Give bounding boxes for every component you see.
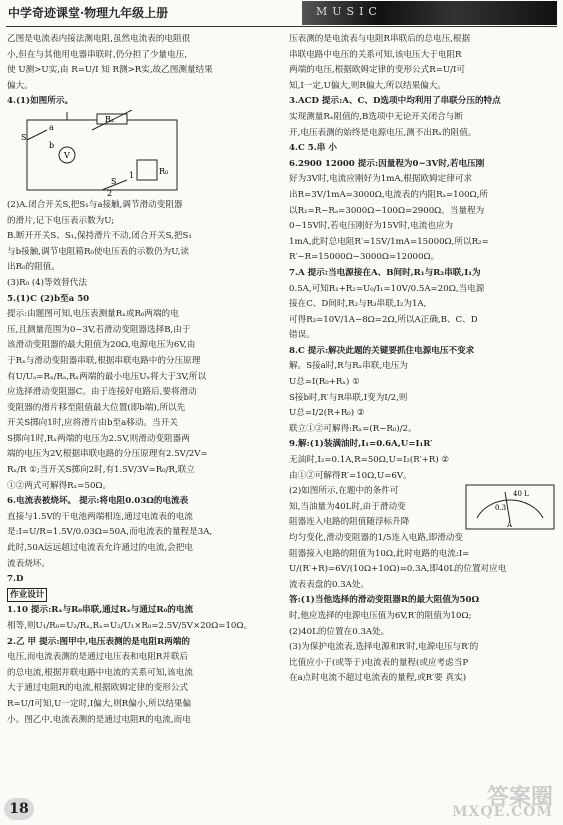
text-line: 的总电流,根据并联电路中电流的关系可知,该电流 bbox=[7, 667, 193, 678]
gauge-scale-mid: 0.3 bbox=[495, 504, 507, 513]
circuit-label-b: b bbox=[49, 140, 55, 150]
text-line: 1mA,此时总电阻R′=15V/1mA=15000Ω,所以R₂= bbox=[289, 236, 489, 247]
text-line: 提示:由题图可知,电压表测量Rₓ或R₀两端的电 bbox=[7, 309, 179, 320]
text-line: 4.(1)如图所示。 bbox=[7, 96, 74, 107]
text-line: 开关S掷向1时,应将滑片由b至a移动。当开关 bbox=[7, 418, 178, 429]
text-line: 直接与1.5V的干电池两端相连,通过电流表的电流 bbox=[7, 511, 193, 522]
text-line: S掷向1时,Rₓ两端的电压为2.5V,则滑动变阻器两 bbox=[7, 433, 190, 444]
text-line: 流表烧坏。 bbox=[7, 558, 50, 569]
circuit-diagram bbox=[7, 110, 207, 198]
text-line: 大于通过电阻R的电流,根据欧姆定律的变形公式 bbox=[7, 683, 189, 694]
watermark-text: 答案圈 bbox=[486, 784, 553, 810]
text-line: 压,且测量范围为0~3V,若滑动变阻器选择B,由于 bbox=[7, 324, 191, 335]
circuit-label-r0: R₀ bbox=[159, 166, 169, 176]
text-line: 变阻器的滑片移至阻值最大位置(即b端),所以先 bbox=[7, 402, 186, 413]
text-line: 6.电流表被烧坏。 提示:将电阻0.03Ω的电流表 bbox=[7, 496, 189, 507]
text-line: 2.乙 甲 提示:图甲中,电压表测的是电阻R两端的 bbox=[7, 636, 190, 647]
text-line: 应选择滑动变阻器C。由于连接好电路后,要将滑动 bbox=[7, 387, 197, 398]
text-line: 端的电压为2V,根据串联电路的分压原理有2.5V/2V= bbox=[7, 449, 208, 460]
text-line: U总=I(R₀+Rₓ) ① bbox=[289, 377, 360, 388]
circuit-label-s1: S bbox=[21, 132, 27, 142]
text-line: 4.C 5.串 小 bbox=[289, 143, 337, 154]
text-line: 乙图是电流表内接法测电阻,虽然电流表的电阻很 bbox=[7, 34, 191, 44]
text-line: 时,他应选择的电源电压值为6V,R′的阻值为10Ω; bbox=[289, 610, 472, 621]
text-line: 出R₀的阻值。 bbox=[7, 262, 60, 273]
text-line: 0~15V时,若电压刚好为15V时,电流也应为 bbox=[289, 221, 454, 232]
text-line: 相等,则U₁/R₀=U₂/Rₓ,Rₓ=U₂/U₁×R₀=2.5V/5V×20Ω=10Ω。 bbox=[7, 621, 253, 631]
text-line: 是:I=U/R=1.5V/0.03Ω=50A,而电流表的量程是3A, bbox=[7, 527, 213, 538]
text-line: R=U/I可知,U一定时,I偏大,则R偏小,所以结果偏 bbox=[7, 698, 192, 709]
text-line: 3.ACD 提示:A、C、D选项中均利用了串联分压的特点 bbox=[289, 96, 501, 107]
gauge-block bbox=[289, 484, 557, 531]
header-banner-image bbox=[302, 1, 557, 25]
page-header bbox=[0, 0, 563, 26]
watermark-url: MXQE.COM bbox=[452, 804, 553, 820]
text-line: B.断开开关S、S₁,保持滑片不动,闭合开关S,把S₁ bbox=[7, 231, 192, 242]
section-heading: 作业设计 bbox=[7, 588, 47, 602]
circuit-figure bbox=[7, 110, 275, 198]
text-line: 错误。 bbox=[289, 330, 315, 341]
text-line: 比值应小于(或等于)电流表的量程(或应考虑当P bbox=[289, 657, 469, 668]
text-line: 偏大。 bbox=[7, 80, 33, 91]
ammeter-gauge bbox=[465, 484, 555, 530]
text-line: 与b接触,调节电阻箱R₀使电压表的示数仍为U,读 bbox=[7, 246, 190, 257]
text-line: 此时,50A远远超过电流表允许通过的电流,会把电 bbox=[7, 543, 193, 554]
text-line: 阻器接入电路的阻值为10Ω,此时电路的电流:I= bbox=[289, 548, 470, 559]
text-line: 9.解:(1)装满油时,I₁=0.6A,U=I₁R′ bbox=[289, 439, 433, 450]
text-line: 6.2900 12000 提示:因量程为0~3V时,若电压刚 bbox=[289, 158, 485, 169]
text-line: 知,I一定,U偏大,则R偏大,所以结果偏大。 bbox=[289, 80, 446, 91]
text-line: 有U/Uₐ=Rₓ/Rₐ,Rₓ两端的最小电压Uₓ将大于3V,所以 bbox=[7, 371, 207, 382]
text-line: 均匀变化,滑动变阻器的1/5连入电路,即滑动变 bbox=[289, 533, 463, 543]
text-line: 0.5A,可知R₁+R₂=U₀/I₁=10V/0.5A=20Ω,当电源 bbox=[289, 283, 485, 294]
text-line: 两端的电压,根据欧姆定律的变形公式R=U/I可 bbox=[289, 65, 466, 76]
circuit-label-2: 2 bbox=[107, 188, 113, 198]
watermark-logo bbox=[403, 780, 553, 822]
left-column bbox=[7, 32, 275, 728]
text-line: (2)A.闭合开关S,把S₁与a接触,调节滑动变阻器 bbox=[7, 199, 183, 210]
header-rule bbox=[6, 26, 557, 27]
text-line: ①②两式可解得Rₓ=50Ω。 bbox=[7, 480, 112, 491]
text-line: 7.D bbox=[7, 574, 24, 585]
circuit-label-rx: Rₓ bbox=[105, 114, 115, 124]
text-line: 联立①②可解得:Rₓ=(R−R₀)/2。 bbox=[289, 423, 417, 434]
banner-text: MUSIC bbox=[316, 5, 382, 18]
text-line: 1.10 提示:Rₓ与R₀串联,通过Rₓ与通过R₀的电流 bbox=[7, 605, 194, 616]
circuit-label-a: a bbox=[49, 122, 54, 132]
text-line: 在a点时电流不超过电流表的量程,或R′要 真实) bbox=[289, 673, 467, 684]
text-line: 解。S接a时,R与Rₓ串联,电压为 bbox=[289, 361, 408, 372]
text-line: 以R₁=R−Rₐ=3000Ω−100Ω=2900Ω。当量程为 bbox=[289, 205, 485, 216]
gauge-unit: A bbox=[507, 521, 513, 530]
text-line: 接在C、D间时,R₂与R₃串联,I₂为1A, bbox=[289, 299, 427, 310]
text-line: 小,但在与其他用电器串联时,仍分担了少量电压, bbox=[7, 49, 188, 60]
text-line: 答:(1)当他选择的滑动变阻器R的最大阻值为50Ω bbox=[289, 595, 480, 606]
text-line: 使 U测>U实,由 R=U/I 知 R测>R实,故乙图测量结果 bbox=[7, 65, 213, 76]
text-line: 的滑片,记下电压表示数为U; bbox=[7, 215, 115, 226]
circuit-label-s: S bbox=[111, 176, 117, 186]
circuit-label-1: 1 bbox=[129, 170, 135, 180]
voltmeter-label: V bbox=[64, 150, 70, 160]
text-line: 串联电路中电压的关系可知,该电压大于电阻R bbox=[289, 49, 462, 60]
right-column bbox=[289, 32, 557, 687]
text-line: 小。图乙中,电流表测的是通过电阻R的电流,而电 bbox=[7, 714, 191, 725]
text-line: 阻器连入电路的阻值随浮标升降 bbox=[289, 517, 410, 528]
text-line: 可得R₃=10V/1A−8Ω=2Ω,所以A正确,B、C、D bbox=[289, 314, 478, 325]
gauge-scale-top: 40 L bbox=[513, 490, 529, 499]
page-number: 18 bbox=[4, 798, 34, 820]
text-line: 无油时,I₂=0.1A,R=50Ω,U=I₂(R′+R) ② bbox=[289, 455, 450, 466]
text-line: 5.(1)C (2)b至a 50 bbox=[7, 293, 90, 304]
text-line: (3)为保护电流表,选择电源和R′时,电源电压与R′的 bbox=[289, 642, 479, 653]
text-line: S接b时,R′与R串联,I变为I/2,则 bbox=[289, 392, 408, 403]
text-line: 好为3V时,电流应刚好为1mA,根据欧姆定律可求 bbox=[289, 174, 473, 185]
text-line: 压表测的是电流表与电阻R串联后的总电压,根据 bbox=[289, 34, 471, 44]
text-line: 出R=3V/1mA=3000Ω,电流表的内阻Rₐ=100Ω,所 bbox=[289, 189, 488, 200]
text-line: 实现测量Rₓ阻值的,B选项中无论开关闭合与断 bbox=[289, 111, 463, 122]
text-line: 电压,而电流表测的是通过电压表和电阻R并联后 bbox=[7, 652, 189, 663]
text-line: 知,当油量为40L时,由于滑动变 bbox=[289, 501, 406, 512]
text-line: R′−R=15000Ω−3000Ω=12000Ω。 bbox=[289, 252, 440, 263]
text-line: (3)R₀ (4)等效替代法 bbox=[7, 277, 87, 288]
text-line: 开,电压表测的始终是电源电压,测不出Rₓ的阻值。 bbox=[289, 127, 477, 138]
text-line: 流表表盘的0.3A处。 bbox=[289, 579, 370, 590]
text-line: 8.C 提示:解决此题的关键要抓住电源电压不变求 bbox=[289, 345, 475, 356]
text-line: 由①②可解得R′=10Ω,U=6V。 bbox=[289, 470, 412, 481]
text-line: (2)如图所示,在题中的条件可 bbox=[289, 486, 399, 497]
text-line: 7.A 提示:当电源接在A、B间时,R₁与R₂串联,I₁为 bbox=[289, 267, 481, 278]
text-line: U/(R′+R)=6V/(10Ω+10Ω)=0.3A,即40L的位置对应电 bbox=[289, 564, 507, 575]
text-line: U总=I/2(R+R₀) ② bbox=[289, 408, 365, 419]
text-line: (2)40L的位置在0.3A处。 bbox=[289, 626, 390, 637]
text-line: 该滑动变阻器的最大阻值为20Ω,电源电压为6V,由 bbox=[7, 340, 196, 351]
text-line: Rₓ/R ①;当开关S掷向2时,有1.5V/3V=R₀/R,联立 bbox=[7, 465, 195, 476]
book-title: 中学奇迹课堂·物理九年级上册 bbox=[8, 6, 169, 20]
text-line: 于Rₓ与滑动变阻器串联,根据串联电路中的分压原理 bbox=[7, 355, 201, 366]
